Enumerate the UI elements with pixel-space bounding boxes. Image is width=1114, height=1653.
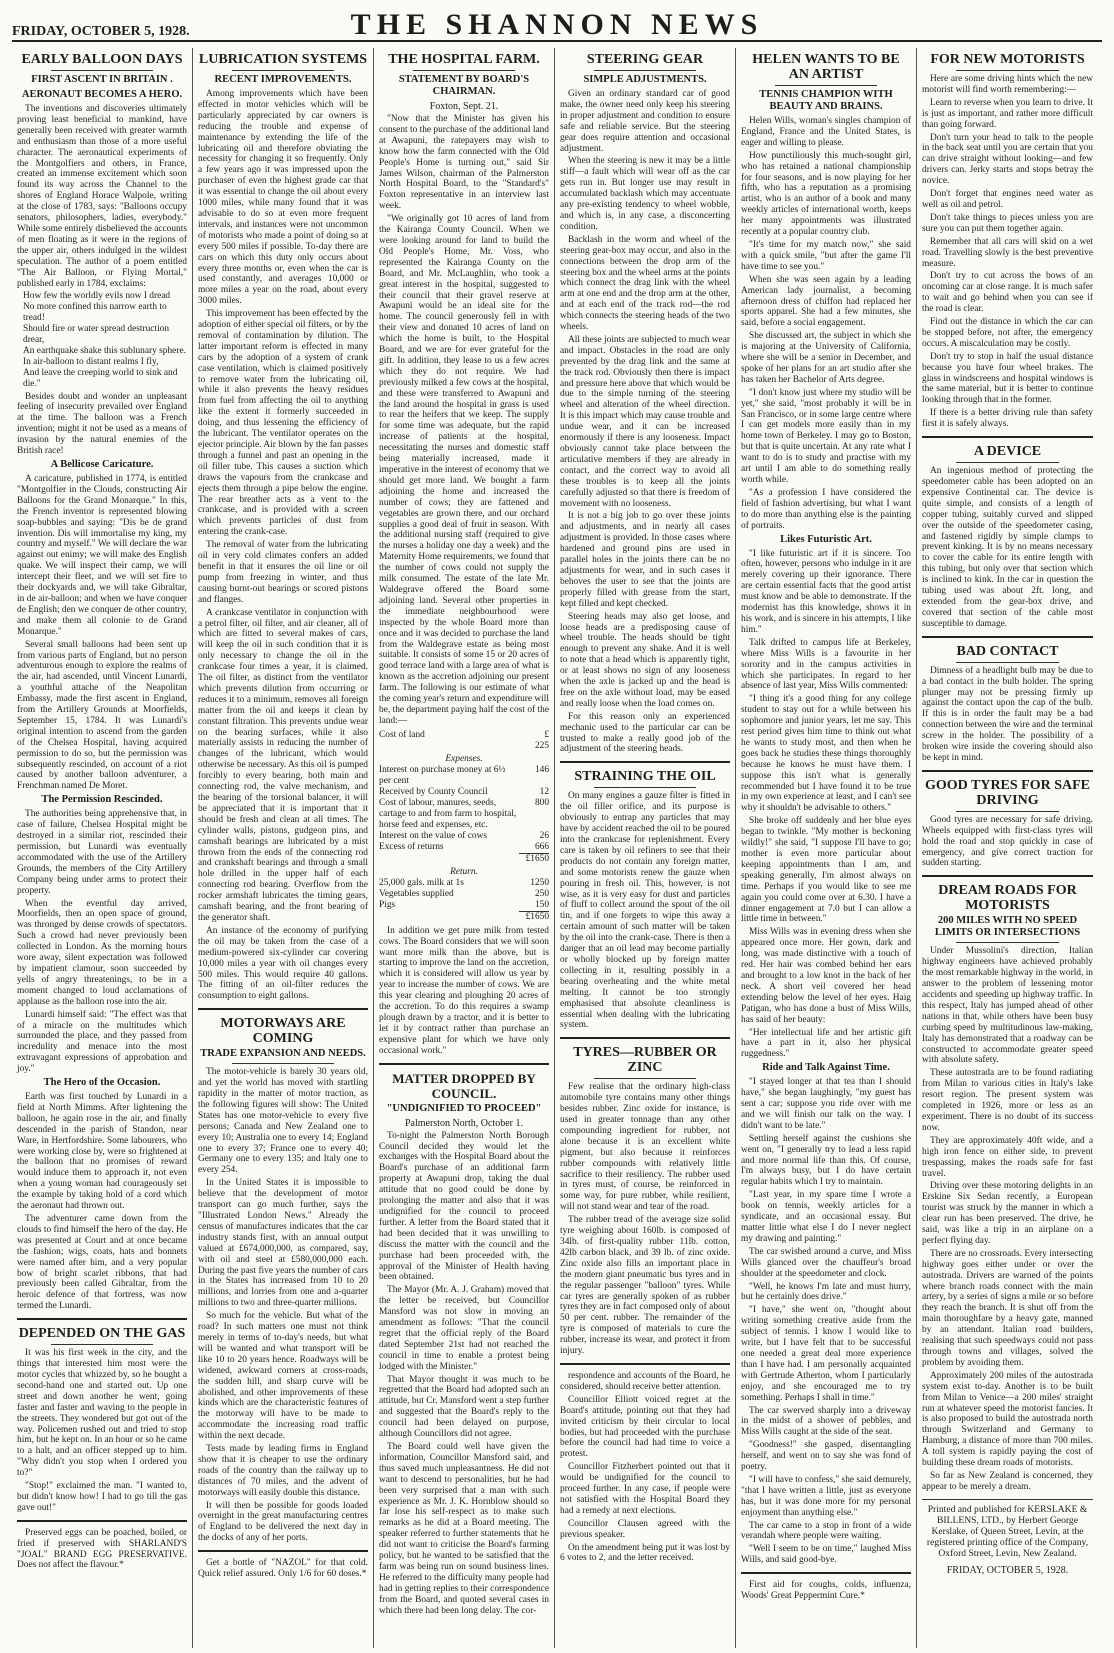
subheadline: "UNDIGNIFIED TO PROCEED" [386, 1102, 542, 1114]
paragraph: "We originally got 10 acres of land from the Kairanga County Council. When we were looking around for land to build the Old People's Home, Mr. Voss, who represented the Kairanga County on the Board, and Mr. McLaughlin, who took a great interest in the hospital, suggested to their council that their gravel reserve at Awapuni would be an ideal site for the home. The council generously fell in with their view and donated 10 acres of land on which the home is built, to the Hospital Board, and we are for ever grateful for the gift. In addition, they lease to us a few acres which they do not require. We had previously milked a few cows at the hospital, and these were transferred to Awapuni and the land around the hospital in grass is used to rear the heifers that we keep. The supply for some time was adequate, but the rapid increase of patients at the hospital, necessitating the nurses and domestic staff being materially increased, made it imperative in the interest of economy that we should get more land. We bought a farm adjoining the home and increased the number of cows; they are fattened and vegetables are grown there, and our orchard supplies a good deal of fruit in season. With the additional nursing staff (required to give the nurses a holiday one day a week) and the Maternity Home requirements, we found that the number of cows could not supply the milk consumed. The estate of the late Mr. Waldegrave offered the Board some adjoining land. Several other properties in the immediate neighbourhood were inspected by the whole Board more than once and it was decided to purchase the land from the Waldegrave estate as being most suitable. It consists of some 15 or 20 acres of good terrace land with a large area of what is known as the accretion adjoining our present farm. The following is our estimate of what the coming year's return and expenditure will be, the department paying half the cost of the land:— [379, 214, 549, 726]
paragraph: They are approximately 40ft wide, and a high iron fence on either side, to prevent trespassing, makes the roads safe for fast travel. [922, 1135, 1093, 1179]
accounts-label: Return. [450, 866, 478, 877]
paragraph: All these joints are subjected to much wear and impact. Obstacles in the road are only prevented by the drag link and the same at the track rod. Obviously then there is impact and pressure here above that which would be due to the simple turning of the steering wheel and alteration of the wheel direction. It is this impact which may cause trouble and undue wear, and it can be increased enormously if there is any looseness. Impact obviously cannot take place between the articulative members if they are already in contact, and the correct way to avoid all these troubles is to keep all the joints carefully adjusted so that there is freedom of movement with no looseness. [560, 334, 730, 509]
divider [741, 1572, 911, 1574]
divider [232, 70, 334, 71]
paragraph: Besides doubt and wonder an unpleasant feeling of insecurity prevailed over England at the time. The balloon was a French invention; might it not be used as a means of invasion by the natural enemies of the British race! [17, 391, 187, 457]
paragraph: A crankcase ventilator in conjunction with a petrol filter, oil filter, and air cleaner, all of which are fitted to several makes of cars, will keep the oil in such condition that it is only necessary to change the oil in the crankcase four times a year, it is claimed. The oil filter, as distinct from the ventilator which prevents dilution from occurring or reduces it to a minimum, removes all foreign matter from the oil and keeps it clean by constant filtration. This prevents undue wear on the bearing surfaces, while it also materially assists in reducing the number of changes of the lubricant, which would otherwise be necessary. As this oil is pumped forcibly to every bearing, both main and connecting rod, the valve mechanism, and the bearing of the torsional balancer, it will be appreciated that it is important that it should be fresh and clean at all times. The cylinder walls, pistons, gudgeon pins, and camshaft bearings are lubricated by a mist thrown from the ends of the connecting rod and crankshaft bearings and through a small hole drilled in the upper half of each connecting rod bearing. Overflow from the rocker armshaft lubricates the timing gears, camshaft bearing, and the front bearing of the generator shaft. [198, 607, 368, 923]
paragraph: To-night the Palmerston North Borough Council decided they would let the exchanges with the Hospital Board about the Board's purchase of an additional farm property at Awapuni drop, taking the dual attitude that no good could be done by prolonging the matter and also that it was undignified for the council to proceed further. A letter from the Board stated that it had been decided that it was unwilling to discuss the matter with the council and the purchase had been proceeded with, the approval of the Minister of Health having been obtained. [379, 1130, 549, 1283]
article-helen-wills [741, 52, 911, 1566]
paragraph: "Now that the Minister has given his consent to the purchase of the additional land at Awapuni, the ratepayers may wish to know how the farm connected with the Old People's Home is turning out," said Sir James Wilson, chairman of the Palmerston North Hospital Board, to the "Standard's" Foxton representative in an interview last week. [379, 114, 549, 212]
paragraph: Here are some driving hints which the new motorist will find worth remembering:— [922, 74, 1093, 95]
divider [956, 942, 1059, 943]
accounts-value: 150 [534, 899, 549, 910]
paragraph: An instance of the economy of purifying the oil may be taken from the case of a medium-powered six-cylinder car covering 10,000 miles a year with oil changes every 500 miles. This would require 40 gallons. The fitting of an oil-filter reduces the consumption to eight gallons. [198, 925, 368, 1002]
poem-line: No more confined this narrow earth to tread! [23, 302, 167, 324]
headline: LUBRICATION SYSTEMS [198, 52, 368, 67]
accounts-label: Pigs [379, 899, 396, 910]
paragraph: In the United States it is impossible to believe that the development of motor transport can go much further, says the "Illustrated London News." Already the census of manufactures indicates that the car industry stands first, with an annual output valued at £674,000,000, as compared, say, with oil and steel at £580,000,000 each. During the past five years the number of cars in the States has increased from 10 to 20 millions, and lorries from one and a-quarter millions to two and three-quarter millions. [198, 1178, 368, 1309]
article-council [379, 1071, 549, 1617]
divider [922, 770, 1093, 772]
paragraph: "I thing it's a good thing for any college student to stay out for a while between his sophomore and junior years, let me say. This rest period gives him time to think out what he wants to study most, and then when he goes back he studies these things thoroughly because he knows he must have them. I suppose this isn't what is generally recommended but I have found it to be true in my own experience at least, and I can't see why it shouldn't be advisable to others." [741, 694, 911, 814]
accounts-row [379, 752, 549, 765]
subheadline: TRADE EXPANSION AND NEEDS. [200, 1048, 366, 1060]
poem [23, 291, 187, 389]
headline: MATTER DROPPED BY COUNCIL. [392, 1070, 536, 1101]
poem-line: And leave the creeping world to sink and die." [23, 367, 178, 389]
headline: GOOD TYRES FOR SAFE DRIVING [924, 777, 1091, 808]
paragraph: The inventions and discoveries ultimately proving least beneficial to mankind, have generally been received with greater warmth and enthusiasm than those of a more useful character. The aeronautical experiments of the Montgolfiers and others, in France, created an immense excitement which soon found its way across the Channel to the shores of England Horace Walpole, writing at the close of 1783, says: "Balloons occupy senators, philosophers, ladies, everybody." While some entirely disbelieved the accounts of men floating as it were in the regions of the upper air, others indulged in the wildest speculation. The author of a poem entitled "The Air Balloon, or Flying Mortal," published early in 1784, exclaims: [17, 104, 187, 289]
subheadline: FIRST ASCENT IN BRITAIN . [31, 74, 173, 85]
column-4 [555, 48, 736, 1648]
paragraph: "Well, he knows I'm late and must hurry, but he certainly does drive." [741, 1281, 911, 1303]
accounts-row [379, 765, 549, 787]
poem-line: An earthquake shake this sublunary sphere. [23, 345, 186, 356]
paragraph: When the steering is new it may be a little stiff—a fault which will wear off as the car gets run in. But longer use may result in accumulated backlash which may accentuate any pre-existing tendency to wheel wobble, and which is, in any case, a disconcerting condition. [560, 156, 730, 232]
accounts-label: Expenses. [445, 753, 483, 764]
paragraph: An ingenious method of protecting the speedometer cable has been adopted on an expensive Continental car. The device is quite simple, and consists of a length of copper tubing, suitably curved and slipped over the outside of the speedometer casing, and fastened rigidly by simple clamps to prevent kinking. It is by no means necessary to cover the cable for its entire length with this tubing, but only over that section which is inclined to kink. In the car in question the tubing used was about 2ft. long, and extended from the gear-box drive, and covered that section of the cable most susceptible to damage. [922, 466, 1093, 629]
article-hospital-farm [379, 52, 549, 1057]
accounts-row [379, 831, 549, 842]
accounts-label [379, 853, 519, 865]
paragraph: "I don't know just where my studio will be yet," she said, "most probably it will be in San Francisco, or in some large centre where I can get models more easily than in my home town of Berkeley. I may go to Boston, but that is quite uncertain. At any rate what I want to do is to study and practise with my art until I am able to do something really worth while. [741, 387, 911, 485]
paragraph: "I will have to confess," she said demurely, "that I have written a little, just as everyone has, but it was done more for my personal enjoyment than anything else." [741, 1474, 911, 1518]
divider [956, 811, 1059, 812]
article-lubrication [198, 52, 368, 1002]
headline: THE HOSPITAL FARM. [388, 52, 540, 67]
section-heading: Likes Futuristic Art. [780, 533, 872, 545]
advertisement: First aid for coughs, colds, influenza, Woods' Great Peppermint Cure.* [741, 1580, 911, 1602]
headline: DREAM ROADS FOR MOTORISTS [938, 883, 1077, 914]
accounts-row [379, 900, 549, 912]
paragraph: Councillor Elliott voiced regret at the Board's attitude, pointing out that they had invited criticism by their circular to local bodies, but had proceeded with the purchase before the council had had time to voice a protest. [560, 1394, 730, 1460]
divider [51, 1344, 153, 1345]
paragraph: She discussed art, the subject in which she is majoring at the University of California, where she will be a senior in December, and spoke of her plans for an art studio after she has taken her Bachelor of Arts degree. [741, 331, 911, 385]
paragraph: It was his first week in the city, and the things that interested him most were the motor cycles that whizzed by, so he bought a second-hand one and started out. Up one street and down another he went, going faster and faster and waving to the people in the streets. They wondered but got out of the way. Policemen rushed out and tried to stop him, but he kept on. In an hour or so he came to a halt, and an officer stepped up to him. "Why didn't you stop when I ordered you to?" [17, 1348, 188, 1479]
divider [922, 436, 1093, 438]
imprint-date: FRIDAY, OCTOBER 5, 1928. [946, 1564, 1069, 1576]
accounts-label: Interest on purchase money at 6½ per cent [379, 764, 506, 786]
accounts-value: 250 [534, 888, 549, 899]
accounts-label: 25,000 gals. milk at 1s [379, 877, 464, 888]
accounts-row [379, 730, 549, 752]
article-new-motorists [922, 52, 1093, 430]
paragraph: How punctiliously this much-sought girl, who has retained a national championship for four seasons, and is now playing for her fifth, who has a reputation as a promising artist, who is an author of a book and many weekly articles of international worth, keeps her many appointments was illustrated recently at a popular country club. [741, 150, 911, 238]
divider [594, 787, 696, 788]
paragraph: On the amendment being put it was lost by 6 votes to 2, and the letter received. [560, 1542, 730, 1564]
paragraph: A caricature, published in 1774, is entitled "Montgolfier in the Clouds, constructing Air Balloons for the Grand Monarque." In this, the French inventor is represented blowing soap-bubbles and saying: "Dis be de grand invention. Dis will immortalise my king, my country and myself." We will declare the war against out enimy; we will make des English quake. We will inspect their camp, we will intercept their fleet, and we will set fire to their dockyards and, we will take Gibraltar, in de air-balloon; and when we have conquer de English; den we conquer de other country, and make them all colonie to de Grand Monarque." [17, 474, 187, 637]
paragraph: Few realise that the ordinary high-class automobile tyre contains many other things besides rubber. Zinc oxide for instance, is used in greater tonnage than any other compounding ingredient for rubber, not alone because it is an excellent white pigment, but also because it reinforces rubber compounds with relatively little sacrifice to their resiliency. The rubber used in tyres must, of course, be reinforced in some way, for pure rubber, while resilient, will not stand wear and tear of the road. [560, 1082, 730, 1213]
column-3 [374, 48, 555, 1648]
paragraph: "Well I seem to be on time," laughed Miss Wills, and said good-bye. [741, 1544, 911, 1566]
subheadline: RECENT IMPROVEMENTS. [214, 74, 352, 85]
paragraph: The authorities being apprehensive that, in case of failure, Chelsea Hospital might be destroyed in a similar riot, rescinded their permission, but Lunardi was eventually accommodated with the use of the Artillery Grounds, the members of the City Artillery Company being under arms to protect their property. [17, 809, 187, 896]
paragraph: Miss Wills was in evening dress when she appeared once more. Her gown, dark and long, was made distinctive with a touch of red. Her hair was combed behind her ears and brought to a low knot in the back of her neck. A short veil covered her head extending below the level of her eyes. Haig Patigan, who has done a bust of Miss Wills, has said of her beauty: [741, 927, 911, 1025]
paragraph: If there is a better driving rule than safety first it is safely always. [922, 408, 1093, 430]
paragraph: "Goodness!" she gasped, disentangling herself, and went on to say she was fond of poetry. [741, 1440, 911, 1473]
accounts-table [379, 730, 549, 923]
advertisement: Preserved eggs can be poached, boiled, or fried if preserved with SHARLAND'S "JOAL" BRAND EGG PRESERVATIVE. Does not affect the flavour.* [17, 1527, 187, 1571]
divider [594, 1078, 696, 1079]
accounts-value: 12 [539, 786, 549, 797]
article-motorways [198, 1016, 368, 1544]
divider [232, 1063, 334, 1064]
paragraph: Good tyres are necessary for safe driving. Wheels equipped with first-class tyres will hold the road and stop quickly in case of emergency, and give correct traction for sudden starting. [922, 814, 1093, 869]
divider [560, 1363, 730, 1365]
issue-date: FRIDAY, OCTOBER 5, 1928. [12, 24, 190, 39]
divider [198, 1550, 368, 1552]
accounts-value: 666 [534, 841, 549, 852]
accounts-value: £ 225 [534, 729, 549, 751]
subheadline: TENNIS CHAMPION WITH BEAUTY AND BRAINS. [759, 89, 893, 112]
accounts-row [379, 787, 549, 798]
article-balloon [17, 52, 187, 1312]
paragraph: Don't forget that engines need water as well as oil and petrol. [922, 189, 1093, 210]
headline: FOR NEW MOTORISTS [930, 52, 1085, 67]
paragraph: Given an ordinary standard car of good make, the owner need only keep his steering in proper adjustment and condition to ensure safe and reliable service. But the steering gear does require attention and occasional adjustment. [560, 89, 730, 154]
accounts-row [379, 853, 549, 865]
divider [922, 875, 1093, 877]
paragraph: When the eventful day arrived, Moorfields, then an open space of ground, was thronged by dense crowds of spectators. Such a crowd had never previously been collected in London. As the morning hours wore away, silent expectation was followed by impatient clamour, soon succeeded by yells of angry threatenings, to be in a moment changed to loud acclamations of applause as the balloon rose into the air. [17, 898, 187, 1007]
accounts-row [379, 911, 549, 923]
section-heading: The Hero of the Occasion. [43, 1077, 161, 1089]
divider [379, 1063, 549, 1065]
paragraph: On many engines a gauze filter is fitted in the oil filler orifice, and its purpose is obviously to entrap any particles that may have by accident reached the oil to be poured into the crankcase for replenishment. Every care is taken by oil refiners to see that their products do not contain any foreign matter, and some motorists renew the gauze when pouring in fresh oil. This, however, is not wise, as it is very easy for dust and particles of fluff to collect around the spout of the oil tin, and if one forgets to wipe this away a certain amount of such matter will be taken by the oil into the crank-case. There is then a danger that an oil lead may become partially or wholly blocked up by foreign matter collecting in it, resulting possibly in a bearing overheating and the white metal melting. It cannot be too strongly emphasised that absolute cleanliness is essential when dealing with the lubricating system. [560, 791, 730, 1031]
headline: BAD CONTACT [956, 643, 1059, 659]
paragraph: "Stop!" exclaimed the man. "I wanted to, but didn't know how! I had to go till the gas gave out!" [17, 1481, 187, 1513]
divider [594, 70, 696, 71]
paragraph: Lunardi himself said: "The effect was that of a miracle on the multitudes which surrounded the place, and they passed from incredulity and menace into the most extravagant expressions of approbation and joy." [17, 1009, 187, 1075]
poem-line: How few the worldly evils now I dread [23, 291, 171, 302]
paragraph: Steering heads may also get loose, and loose heads are a predisposing cause of wheel trouble. The heads should be tight enough to prevent any shake. And it is well to note that a head which is apparently tight, or at least shows no sign of any looseness when the axle is jacked up and the head is free on the axle without load, may be eased and really loose when the load comes on. [560, 611, 730, 709]
section-heading: A Bellicose Caricature. [50, 459, 154, 470]
accounts-label: Vegetables supplied [379, 888, 454, 899]
accounts-value: 800 [534, 797, 549, 808]
paragraph: It is not a big job to go over these joints and adjustments, and in nearly all cases adjustment is provided. In those cases where hardened and ground pins are used in parallel holes in the joints there can be no adjustments for wear, and in such cases it behoves the user to see that the joints are properly filled with grease from the start, kept filled and kept checked. [560, 511, 730, 609]
paragraph: That Mayor thought it was much to be regretted that the Board had adopted such an attitude, but Cr. Mansford went a step further and suggested that the Board's reply to the council had been delayed on purpose, although Councillors did not agree. [379, 1374, 549, 1440]
paragraph: Remember that all cars will skid on a wet road. Travelling slowly is the best preventive measure. [922, 236, 1093, 269]
paragraph: This improvement has been effected by the adoption of either special oil filters, or by the removal of contamination by dilution. The latter important reform is effected in many cars by the adoption of a system of crank case ventilation, which is claimed positively to remove water from the lubricating oil, while it also prevents the heavy residues from fuel from affecting the oil to anything like the extent it formerly succeeded in doing, and thus lessening the efficiency of the lubricant. The ventilator operates on the ejector principle. Air blown by the fan passes through a funnel and past an opening in the oil filler tube. This causes a suction which draws the vapours from the crankcase and ejects them through a pipe below the engine. The rear breather acts as a vent to the crankcase, and is provided with a screen which prevents particles of dust from entering the crank-case. [198, 309, 368, 538]
accounts-label [379, 911, 519, 923]
article-tyres [560, 1045, 730, 1357]
paragraph: Several small balloons had been sent up from various parts of England, but no person adventurous enough to explore the realms of the air, had ascended, until Vincent Lunardi, a youthful attache of the Neapolitan Embassy, made the first ascent in England, from the Artillery Grounds at Moorfields, September 15, 1784. It was Lunardi's original intention to ascend from the garden of the Chelsea Hospital, having acquired permission to do so, but the permission was subsequently rescinded, on account of a riot caused by another balloon adventurer, a Frenchman named De Moret. [17, 639, 187, 792]
paragraph: Don't take things to pieces unless you are sure you can put them together again. [922, 212, 1093, 234]
divider [560, 761, 730, 763]
paragraph: For this reason only an experienced mechanic used to the particular car can be trusted to make a really good job of the adjustment of the steering heads. [560, 711, 730, 755]
article-steering [560, 52, 730, 755]
divider [51, 70, 153, 71]
headline: STEERING GEAR [586, 52, 704, 67]
divider [956, 662, 1059, 663]
paragraph: The rubber tread of the average size solid tyre weighing about 160lb. is composed of 34lb. of first-quality rubber 11lb. cotton, 42lb carbon black, and 39 lb. of zinc oxide. Zinc oxide also fills an important place in the modern giant pneumatic bus tyres and in the regular passenger "balloon" tyres. While car tyres are generally spoken of as rubber tyres they are in fact composed only of about 50 per cent. rubber. The remainder of the tyre is composed of materials to cure the rubber, increase its wear, and protect it from injury. [560, 1215, 730, 1357]
subheadline: 200 MILES WITH NO SPEED LIMITS OR INTERSECTIONS [934, 915, 1081, 939]
paragraph: "As a profession I have considered the field of fashion advertising, but what I want to do more than anything else is the painting of portraits. [741, 487, 911, 531]
article-good-tyres [922, 778, 1093, 870]
article-straining-oil [560, 769, 730, 1031]
paragraph: It will then be possible for goods loaded overnight in the great manufacturing centres of England to be delivered the next day in the docks of any of her ports. [198, 1500, 368, 1544]
accounts-label: Interest on the value of cows [379, 830, 488, 841]
accounts-value: £1650 [519, 853, 549, 865]
paragraph: These autostrada are to be found radiating from Milan to various cities in Italy's lake resort region. The present system was completed in 1926, more or less as an experiment. There is no doubt of its success now. [922, 1068, 1093, 1133]
article-bad-contact [922, 644, 1093, 764]
headline: HELEN WANTS TO BE AN ARTIST [752, 52, 900, 82]
paragraph: The car swerved sharply into a driveway in the midst of a shower of pebbles, and Miss Wills caught at the side of the seat. [741, 1405, 911, 1438]
paragraph: Find out the distance in which the car can be stopped before, not after, the emergency occurs. A miscalculation may be costly. [922, 317, 1093, 349]
paragraph: "I have," she went on, "thought about writing something creative aside from the subject of tennis. I know I would like to write, but I have felt that to be successful one needed a great deal more experience than I have had. I am personally acquainted with Gertrude Atherton, whom I particularly enjoy, and she encouraged me to try something. Perhaps I shall in time." [741, 1305, 911, 1403]
accounts-value: 26 [539, 830, 549, 841]
column-2 [193, 48, 374, 1648]
dateline: Palmerston North, October 1. [404, 1117, 524, 1129]
paragraph: Approximately 200 miles of the autostrada system exist to-day. Another is to be built from Milan to Venice—a 200 miles' straight run at whatever speed the motorist fancies. It is also proposed to build the autostrada north through Switzerland and Germany to Hamburg, a distance of more than 700 miles. A toll system is rapidly paying the cost of building these dream roads of motorists. [922, 1370, 1093, 1469]
poem-line: Should fire or water spread destruction drear, [23, 324, 170, 346]
headline: TYRES—RUBBER OR ZINC [573, 1045, 717, 1076]
subheadline: AERONAUT BECOMES A HERO. [21, 89, 183, 100]
accounts-row [379, 889, 549, 900]
article-gas [17, 1326, 187, 1514]
paragraph: Helen Wills, woman's singles champion of England, France and the United States, is eager and willing to please. [741, 116, 911, 148]
divider [775, 85, 877, 86]
paragraph: She broke off suddenly and her blue eyes began to twinkle. "My mother is beckoning wildly!" she said, "I suppose I'll have to go; mother is even more particular about keeping appointments than I am, and speaking generally, I'm almost always on time. Perhaps if you would like to see me again you could come over at 6.30. I have a dinner engagement at 7.0 but I can allow a little time in between." [741, 816, 911, 925]
paragraph: Backlash in the worm and wheel of the steering gear-box may occur, and also in the connections between the drop arm of the steering box and the wheel arms at the points which connect the drag link with the wheel arm at one end and the drop arm at the other, and at each end of the track rod—the rod which connects the steering heads of the two wheels. [560, 234, 730, 333]
divider [198, 1008, 368, 1010]
paragraph: The Mayor (Mr. A. J. Graham) moved that the letter be received, but Councillor Mansford was not slow in moving an amendment as follows: "That the council regret that the official reply of the Board dated September 21st had not reached the council in time to enable a protest being lodged with the Minister." [379, 1285, 549, 1372]
paragraph: "Her intellectual life and her artistic gift have a part in it, also her physical ruggedness." [741, 1027, 911, 1060]
paragraph: Dimness of a headlight bulb may be due to a bad contact in the bulb holder. The spring plunger may not be pressing firmly up against the contact upon the cap of the bulb. If this is in order the fault may be a bad connection between the wire and the terminal screw in the holder. The possibility of a broken wire inside the covering should also be kept in mind. [922, 665, 1093, 763]
paragraph: The Board could well have given the information, Councillor Mansford said, and thus saved much unpleasantness. He did not want to descend to personalities, but he had been very surprised that a man with such experience as Mr. J. K. Hornblow should so far lose his self-respect as to make such remarks as he did at a Board meeting. The speaker referred to further statements that he did not want to criticise the Board's farming policy, but he wanted to be satisfied that the farm was being run on sound business lines. He referred to the difficulty many people had had in getting replies to their correspondence from the Board, and quoted several cases in which there had been long delay. The cor- [379, 1442, 549, 1616]
poem-line: In air-balloon to distant realms I fly, [23, 356, 159, 367]
subheadline: SIMPLE ADJUSTMENTS. [583, 74, 707, 85]
paragraph: In addition we get pure milk from tested cows. The Board considers that we will soon want more milk than the above, but is starting to improve the land on the accretion, which it is considered will allow us year by year to increase the number of cows. We are this year clearing and ploughing 20 acres of the accretion. To do this requires a swamp plough drawn by a tractor, and it is better to let it by contract rather than purchase an expensive plant for which we have only occasional work." [379, 925, 549, 1056]
paragraph: Earth was first touched by Lunardi in a field at North Mimms. After lightening the balloon, he again rose in the air, and finally descended in the parish of Standon, near Ware, in Hertfordshire. Some labourers, who were working close by, were so frightened at the balloon that no promises of reward would induce them to approach it, not even when a young woman had courageously set the example by taking hold of a cord which the aeronaut had thrown out. [17, 1092, 187, 1212]
paragraph: Councillor Fitzherbert pointed out that it would be undignified for the council to proceed further. In any case, if people were not satisfied with the Hospital Board they had a remedy at next elections. [560, 1462, 730, 1516]
section-heading: The Permission Rescinded. [41, 794, 163, 806]
paragraph: So much for the vehicle. But what of the road? In such matters one must not think merely in terms of to-day's needs, but what will be wanted and what transport will be like 10 to 20 years hence. Roadways will be widened, awkward corners at cross-roads, the sudden hill, and sharp curve will be abolished, and other improvements of these kinds which are the characteristic features of the motorway will have to be made to accommodate the increasing road traffic within the next decade. [198, 1311, 368, 1442]
printer-imprint: Printed and published for KERSLAKE & BILLENS, LTD., by Herbert George Kerslake, of Queen Street, Levin, at the registered printing office of the Company, Oxford Street, Levin, New Zealand. [922, 1499, 1093, 1559]
paragraph: "It's time for my match now," she said with a quick smile, "but after the game I'll have time to see you." [741, 239, 911, 272]
paragraph: Driving over these motoring delights in an Erskine Six Sedan recently, a European tourist was struck by the manner in which a clear run has been preserved. The drive, he said, was like a trip in an airplane on a perfect flying day. [922, 1181, 1093, 1246]
dateline: Foxton, Sept. 21. [429, 101, 499, 112]
paragraph: Learn to reverse when you learn to drive. It is just as important, and rather more difficult than going forward. [922, 97, 1093, 130]
paragraph: Talk drifted to campus life at Berkeley, where Miss Wills is a favourite in her sorority and in the campus activities in which she participates. In regard to her absence of last year, Miss Wills commented: [741, 637, 911, 692]
accounts-row [379, 878, 549, 889]
paragraph: The car came to a stop in front of a wide verandah where people were waiting. [741, 1520, 911, 1542]
column-5 [736, 48, 917, 1648]
accounts-value: 146 [534, 764, 549, 775]
masthead [12, 6, 1102, 42]
article-council-continued [560, 1371, 730, 1564]
paragraph: "I like futuristic art if it is sincere. Too often, however, persons who indulge in it are merely covering up their ignorance. There are certain essential facts that the good artist must know and be able to demonstrate. If the modernist has this knowledge, shows it in his work, and is sincere in his attempts, I like him." [741, 548, 911, 635]
paragraph: The motor-vehicle is barely 30 years old, and yet the world has moved with startling rapidity in the matter of motor traction, as the following figures will show: The United States has one motor-vehicle to every five persons; Canada and New Zealand one to every 10; Australia one to every 14; England one to every 37; France one to every 40; Germany one to every 135; and Italy one to every 254. [198, 1067, 368, 1176]
accounts-row [379, 842, 549, 854]
accounts-label: Received by County Council [379, 786, 488, 797]
divider [956, 462, 1059, 463]
newspaper-title: THE SHANNON NEWS [350, 8, 764, 41]
advertisement: Get a bottle of "NAZOL" for that cold. Quick relief assured. Only 1/6 for 60 doses.* [198, 1558, 368, 1580]
headline: EARLY BALLOON DAYS [21, 52, 183, 67]
paragraph: Among improvements which have been effected in motor vehicles which will be particularly appreciated by car owners is reducing the trouble and expense of maintenance by extending the life of the lubricating oil and therefore obviating the necessity for changing it so frequently. Only a few years ago it was impressed upon the purchaser of even the highest grade car that it was essential to change the oil about every 1000 miles, while many found that it was advisable to do so at even more frequent intervals, and instances were not uncommon of motorists who made a point of doing so at every 500 miles if possible. To-day there are cars on which this duty only occurs about every three months or, even when the car is used constantly, and averages 10,000 or more miles a year on the road, about every 3000 miles. [198, 89, 368, 307]
divider [17, 1520, 187, 1522]
paragraph: Settling herself against the cushions she went on, "I generally try to lead a less rapid and more normal life than this. Of course, I'm always busy, but I do have certain regular habits which I try to maintain. [741, 1133, 911, 1188]
divider [956, 70, 1059, 71]
paragraph: "Last year, in my spare time I wrote a book on tennis, weekly articles for a syndicate, and an occasional essay. But matter little what else I do I never neglect my drawing and painting." [741, 1190, 911, 1244]
accounts-row [379, 798, 549, 831]
headline: MOTORWAYS ARE COMING [220, 1016, 346, 1047]
paragraph: Don't try to cut across the bows of an oncoming car at close range. It is much safer to wait and go behind when you can see if the road is clear. [922, 271, 1093, 315]
paragraph: Don't turn your head to talk to the people in the back seat until you are certain that you can drive straight without looking—and few drivers can. Jerky starts and stops betray the novice. [922, 132, 1093, 187]
paragraph: So far as New Zealand is concerned, they appear to be merely a dream. [922, 1470, 1093, 1492]
divider [17, 1318, 187, 1320]
headline: DEPENDED ON THE GAS [18, 1326, 186, 1342]
paragraph: There are no crossroads. Every intersecting highway goes either under or over the autostrada. Drivers are warned of the points where branch roads connect with the main artery, by a series of signs a mile or so before they reach the branch. It is shut off from the main thoroughfare by a heavy gate, manned by an attendant. Italian road builders, realising that such speedways could not pass through towns and villages, solved the problem by avoiding them. [922, 1248, 1093, 1368]
columns [12, 48, 1102, 1648]
paragraph: Councillor Clausen agreed with the previous speaker. [560, 1518, 730, 1540]
accounts-label: Cost of land [379, 729, 425, 740]
accounts-label: Cost of labour, manures, seeds, cartage to and from farm to hospital, horse feed and expenses, etc. [379, 797, 517, 830]
article-dream-roads [922, 883, 1093, 1492]
paragraph: Tests made by leading firms in England show that it is cheaper to use the ordinary roads of the country than the railway up to distances of 70 miles, and the advent of motorways will easily double this distance. [198, 1444, 368, 1498]
headline: A DEVICE [973, 444, 1042, 460]
paragraph: When she was seen again by a leading American lady journalist, a becoming afternoon dress of chiffon had replaced her sports apparel. She had a few minutes, she said, before a social engagement. [741, 274, 911, 329]
accounts-value: 1250 [530, 877, 549, 888]
paragraph: Don't try to stop in half the usual distance because you have four wheel brakes. The glass in windscreens and hospital windows is the same material, but it is better to continue looking through that in the former. [922, 351, 1093, 406]
paragraph: The removal of water from the lubricating oil in very cold climates confers an added benefit in that it ensures the oil line or oil pump from freezing in winter, and thus causing burnt-out bearings or scored pistons and flanges. [198, 540, 368, 605]
paragraph: Under Mussolini's direction, Italian highway engineers have achieved probably the most remarkable highway in the world, in answer to the problem of lessening motor accidents and speeding up highway traffic. In this respect, Italy has jumped ahead of other nations in that, while others have been busy curbing speed by multitudinous law-making, Italy has demonstrated that a roadway can be constructed to accommodate greater speed with absolute safety. [922, 946, 1093, 1066]
divider [413, 70, 515, 71]
divider [922, 636, 1093, 638]
paragraph: The car swished around a curve, and Miss Wills glanced over the chauffeur's broad shoulder at the speedometer and clock. [741, 1246, 911, 1279]
divider [560, 1037, 730, 1039]
paragraph: The adventurer came down from the clouds to find himself the hero of the day. He was presented at Court and at once became the fashion; wigs, coats, hats and bonnets were named after him, and a very popular bow of bright scarlet ribbons, that had previously been called Gibraltar, from the heroic defence of that fortress, was now termed the Lunardi. [17, 1214, 187, 1312]
article-device [922, 444, 1093, 630]
accounts-label: Excess of returns [379, 841, 444, 852]
column-6 [917, 48, 1098, 1648]
subheadline: STATEMENT BY BOARD'S CHAIRMAN. [398, 74, 530, 97]
column-1 [12, 48, 193, 1648]
headline: STRAINING THE OIL [574, 769, 716, 785]
accounts-row [379, 865, 549, 878]
accounts-value: £1650 [519, 911, 549, 923]
paragraph: "I stayed longer at that tea than I should have," she began laughingly, "my guest has sent a car; suppose you ride over with me and we will finish our talk on the way. I didn't want to be late." [741, 1077, 911, 1131]
paragraph: respondence and accounts of the Board, he considered, should receive better attention. [560, 1370, 730, 1392]
section-heading: Ride and Talk Against Time. [762, 1062, 890, 1074]
